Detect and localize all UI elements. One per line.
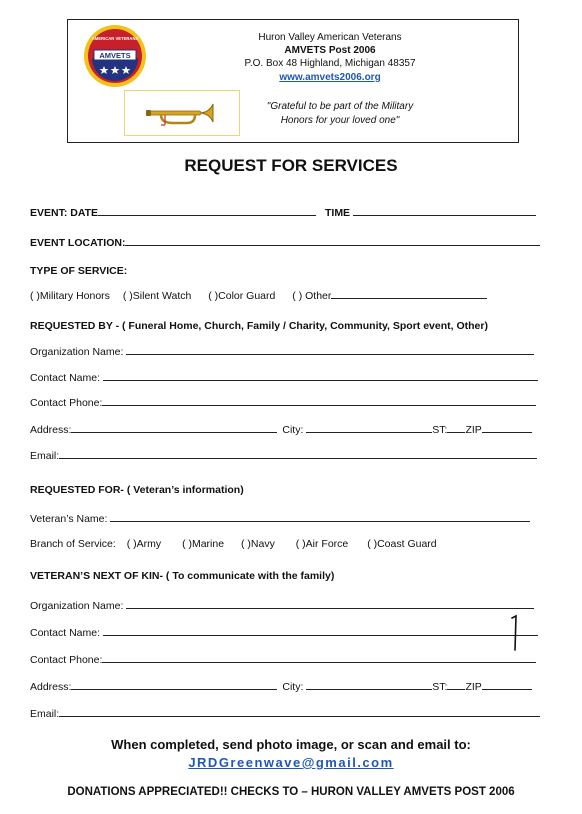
logo-main-text: AMVETS bbox=[99, 51, 131, 60]
nok-address-field[interactable] bbox=[71, 679, 277, 690]
branch-marine[interactable]: ( )Marine bbox=[182, 538, 225, 550]
option-color-guard[interactable]: ( )Color Guard bbox=[208, 290, 276, 302]
branch-air-force[interactable]: ( )Air Force bbox=[295, 538, 349, 550]
motto-line-1: "Grateful to be part of the Military bbox=[266, 101, 414, 112]
page-title: REQUEST FOR SERVICES bbox=[184, 156, 398, 175]
event-date-row bbox=[30, 205, 536, 219]
branch-coast-guard[interactable]: ( )Coast Guard bbox=[367, 538, 437, 550]
motto bbox=[240, 100, 440, 128]
rb-contact-phone-label: Contact Phone: bbox=[30, 397, 103, 409]
rb-address-label: Address: bbox=[30, 424, 72, 436]
bugle-icon bbox=[125, 91, 239, 135]
rb-zip-field[interactable] bbox=[482, 422, 532, 433]
event-date-label: EVENT: DATE bbox=[30, 207, 99, 219]
mailing-address: P.O. Box 48 Highland, Michigan 48357 bbox=[244, 58, 416, 69]
post-name: AMVETS Post 2006 bbox=[284, 45, 376, 56]
motto-line-2: Honors for your loved one" bbox=[280, 115, 400, 126]
org-name: Huron Valley American Veterans bbox=[258, 32, 402, 43]
event-location-label: EVENT LOCATION: bbox=[30, 237, 126, 249]
nok-zip-label: ZIP bbox=[465, 681, 482, 693]
submission-instructions: When completed, send photo image, or scan and email to: bbox=[111, 737, 471, 752]
rb-org-row bbox=[30, 344, 534, 358]
event-time-field[interactable] bbox=[353, 205, 536, 216]
nok-contact-name-row bbox=[30, 625, 538, 639]
veteran-name-label: Veteran’s Name: bbox=[30, 513, 108, 525]
rb-email-row bbox=[30, 448, 537, 462]
event-date-field[interactable] bbox=[98, 205, 316, 216]
donations-note: DONATIONS APPRECIATED!! CHECKS TO – HURON VALLEY AMVETS POST 2006 bbox=[67, 786, 515, 798]
pen-stroke-mark bbox=[509, 614, 521, 654]
nok-contact-name-label: Contact Name: bbox=[30, 627, 101, 639]
rb-contact-name-field[interactable] bbox=[103, 370, 538, 381]
branch-row bbox=[30, 538, 437, 550]
rb-email-label: Email: bbox=[30, 450, 60, 462]
nok-contact-phone-row bbox=[30, 652, 536, 666]
rb-address-field[interactable] bbox=[71, 422, 277, 433]
nok-contact-phone-field[interactable] bbox=[102, 652, 536, 663]
next-of-kin-heading: VETERAN’S NEXT OF KIN- ( To communicate with the family) bbox=[30, 570, 335, 582]
option-other[interactable]: ( ) Other bbox=[292, 290, 332, 302]
bugle-image-frame bbox=[124, 90, 240, 136]
veteran-name-field[interactable] bbox=[110, 511, 530, 522]
nok-st-field[interactable] bbox=[447, 679, 465, 690]
rb-contact-phone-field[interactable] bbox=[102, 395, 536, 406]
rb-contact-name-label: Contact Name: bbox=[30, 372, 101, 384]
contact-email-link[interactable]: JRDGreenwave@gmail.com bbox=[188, 755, 394, 770]
nok-address-row bbox=[30, 679, 532, 693]
nok-contact-name-field[interactable] bbox=[103, 625, 538, 636]
nok-org-label: Organization Name: bbox=[30, 600, 124, 612]
rb-org-field[interactable] bbox=[126, 344, 534, 355]
rb-contact-phone-row bbox=[30, 395, 536, 409]
rb-city-field[interactable] bbox=[306, 422, 432, 433]
logo-top-text: AMERICAN VETERANS bbox=[91, 36, 139, 41]
branch-navy[interactable]: ( )Navy bbox=[241, 538, 275, 550]
nok-email-row bbox=[30, 706, 540, 720]
other-service-field[interactable] bbox=[331, 288, 487, 299]
requested-by-heading: REQUESTED BY - ( Funeral Home, Church, Family / Charity, Community, Sport event, Other) bbox=[30, 320, 488, 332]
nok-email-label: Email: bbox=[30, 708, 60, 720]
rb-zip-label: ZIP bbox=[465, 424, 482, 436]
rb-address-row bbox=[30, 422, 532, 436]
service-heading: TYPE OF SERVICE: bbox=[30, 265, 128, 277]
nok-city-label: City: bbox=[282, 681, 304, 693]
rb-st-label: ST: bbox=[432, 424, 448, 436]
branch-army[interactable]: ( )Army bbox=[126, 538, 162, 550]
nok-st-label: ST: bbox=[432, 681, 448, 693]
event-location-row bbox=[30, 235, 540, 249]
service-options bbox=[30, 288, 487, 302]
option-silent-watch[interactable]: ( )Silent Watch bbox=[122, 290, 192, 302]
event-location-field[interactable] bbox=[125, 235, 540, 246]
rb-org-label: Organization Name: bbox=[30, 346, 124, 358]
nok-email-field[interactable] bbox=[59, 706, 540, 717]
nok-city-field[interactable] bbox=[306, 679, 432, 690]
rb-st-field[interactable] bbox=[447, 422, 465, 433]
nok-org-row bbox=[30, 598, 534, 612]
veteran-name-row bbox=[30, 511, 530, 525]
nok-org-field[interactable] bbox=[126, 598, 534, 609]
amvets-logo-icon bbox=[82, 24, 148, 88]
requested-for-heading: REQUESTED FOR- ( Veteran’s information) bbox=[30, 484, 244, 496]
rb-contact-name-row bbox=[30, 370, 538, 384]
rb-city-label: City: bbox=[282, 424, 304, 436]
branch-label: Branch of Service: bbox=[30, 538, 116, 550]
option-military-honors[interactable]: ( )Military Honors bbox=[30, 290, 110, 302]
website-link[interactable]: www.amvets2006.org bbox=[279, 72, 381, 83]
nok-contact-phone-label: Contact Phone: bbox=[30, 654, 103, 666]
nok-address-label: Address: bbox=[30, 681, 72, 693]
rb-email-field[interactable] bbox=[59, 448, 537, 459]
nok-zip-field[interactable] bbox=[482, 679, 532, 690]
event-time-label: TIME bbox=[324, 207, 351, 219]
